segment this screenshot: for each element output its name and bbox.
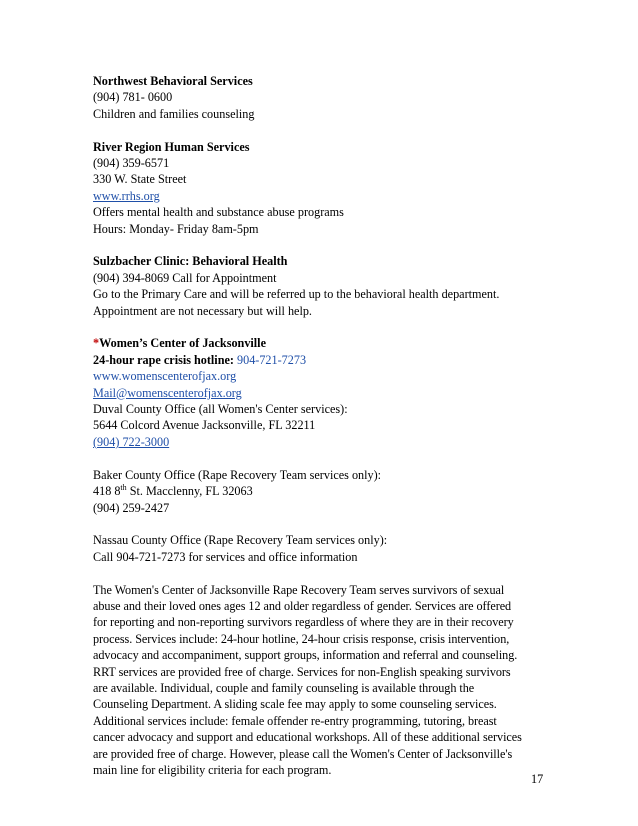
paragraph-line: for reporting and non-reporting survivors regardless of where they are in their recovery	[93, 615, 514, 630]
sulzbacher-title: Sulzbacher Clinic: Behavioral Health	[93, 254, 288, 269]
paragraph-line: main line for eligibility criteria for each program.	[93, 762, 332, 777]
wcj-title: Women’s Center of Jacksonville	[99, 336, 266, 351]
duval-phone-link[interactable]: (904) 722-3000	[93, 434, 170, 449]
nbs-phone: (904) 781- 0600	[93, 90, 173, 105]
baker-heading: Baker County Office (Rape Recovery Team services only):	[93, 467, 382, 482]
baker-address-number: 418 8	[93, 484, 121, 499]
paragraph-line: are available. Individual, couple and family counseling is available through the	[93, 680, 475, 695]
sulzbacher-phone: (904) 394-8069 Call for Appointment	[93, 270, 277, 285]
page-number: 17	[531, 772, 544, 786]
wcj-hotline-line	[93, 352, 553, 368]
baker-address-rest: St. Macclenny, FL 32063	[126, 484, 253, 499]
paragraph-line: Counseling Department. A sliding scale fee may apply to some counseling services.	[93, 697, 497, 712]
nassau-call: Call 904-721-7273 for services and office information	[93, 549, 358, 564]
baker-phone: (904) 259-2427	[93, 500, 170, 515]
sulzbacher-line-1: Go to the Primary Care and will be referred up to the behavioral health department.	[93, 287, 500, 302]
nbs-description: Children and families counseling	[93, 106, 255, 121]
rrhs-hours: Hours: Monday- Friday 8am-5pm	[93, 221, 259, 236]
paragraph-line: are provided free of charge. However, please call the Women's Center of Jacksonville's	[93, 746, 513, 761]
paragraph-line: Additional services include: female offender re-entry programming, tutoring, breast	[93, 713, 497, 728]
wcj-email-link[interactable]: Mail@womenscenterofjax.org	[93, 385, 242, 400]
paragraph-line: cancer advocacy and support and educational workshops. All of these additional services	[93, 730, 522, 745]
wcj-website-link[interactable]: www.womenscenterofjax.org	[93, 369, 237, 384]
paragraph-line: The Women's Center of Jacksonville Rape Recovery Team serves survivors of sexual	[93, 582, 505, 597]
wcj-asterisk: *	[93, 336, 100, 351]
baker-address-superscript: th	[120, 483, 127, 493]
rrhs-address: 330 W. State Street	[93, 172, 187, 187]
wcj-description-paragraph	[93, 582, 553, 779]
wcj-hotline-label: 24-hour rape crisis hotline:	[93, 352, 234, 367]
nbs-title: Northwest Behavioral Services	[93, 74, 253, 88]
baker-address	[93, 483, 553, 499]
paragraph-line: RRT services are provided free of charge. Services for non-English speaking survivors	[93, 664, 511, 679]
sulzbacher-line-2: Appointment are not necessary but will help.	[93, 303, 312, 318]
document-body	[93, 73, 553, 778]
duval-heading: Duval County Office (all Women's Center services):	[93, 402, 348, 417]
wcj-title-line	[93, 335, 553, 351]
rrhs-phone: (904) 359-6571	[93, 156, 170, 171]
rrhs-website-link[interactable]: www.rrhs.org	[93, 188, 160, 203]
paragraph-line: process. Services include: 24-hour hotline, 24-hour crisis response, crisis intervention,	[93, 631, 510, 646]
wcj-hotline-link[interactable]: 904-721-7273	[237, 352, 307, 367]
nassau-heading: Nassau County Office (Rape Recovery Team services only):	[93, 533, 388, 548]
rrhs-description: Offers mental health and substance abuse programs	[93, 205, 344, 220]
paragraph-line: advocacy and accompaniment, support groups, information and referral and counseling.	[93, 648, 518, 663]
rrhs-title: River Region Human Services	[93, 139, 250, 154]
duval-address: 5644 Colcord Avenue Jacksonville, FL 32211	[93, 418, 316, 433]
paragraph-line: abuse and their loved ones ages 12 and older regardless of gender. Services are offered	[93, 598, 512, 613]
